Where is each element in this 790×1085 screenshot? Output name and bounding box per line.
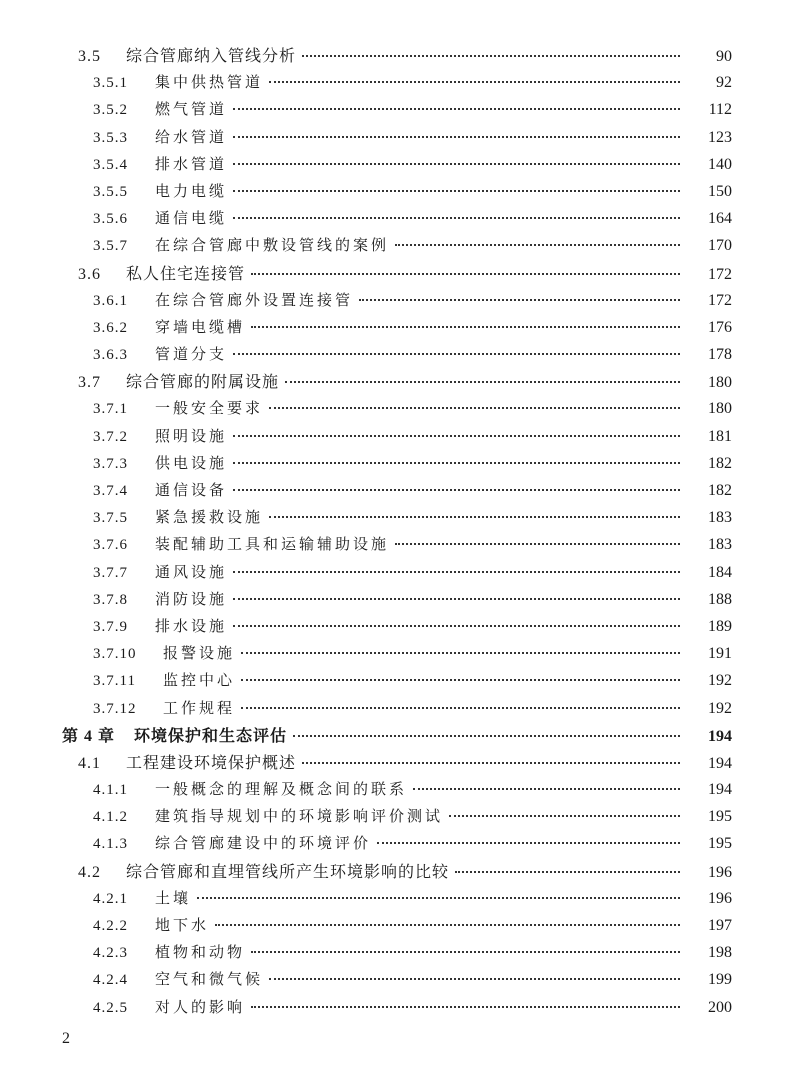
toc-entry-number: 3.7.1 [93,401,128,418]
toc-entry-number: 3.5.1 [93,75,128,92]
toc-entry-number: 3.5.6 [93,211,128,228]
toc-entry-number: 3.7.12 [93,700,137,717]
toc-entry-number: 3.7.5 [93,510,128,527]
toc-entry-title: 管道分支 [155,345,228,364]
toc-entry[interactable] [0,695,790,722]
toc-entry-title: 综合管廊和直埋管线所产生环境影响的比较 [126,861,450,881]
dot-leader [233,162,680,165]
toc-entry-page: 195 [708,808,732,826]
toc-entry-title: 土壤 [155,888,192,907]
toc-entry[interactable] [0,151,790,178]
toc-entry[interactable] [0,260,790,287]
toc-entry-title: 照明设施 [155,426,228,445]
dot-leader [241,706,680,709]
toc-entry-number: 3.7.6 [93,537,128,554]
toc-entry[interactable] [0,205,790,232]
dot-leader [269,515,680,518]
dot-leader [233,488,680,491]
toc-entry-title: 给水管道 [155,127,228,146]
toc-entry[interactable] [0,368,790,395]
toc-entry-number: 3.7.3 [93,455,128,472]
toc-entry[interactable] [0,667,790,694]
toc-entry[interactable] [0,42,790,69]
toc-entry-page: 172 [708,291,732,309]
toc-entry-title: 植物和动物 [155,943,246,962]
dot-leader [302,54,680,57]
toc-entry[interactable] [0,613,790,640]
toc-entry-title: 排水设施 [155,616,228,635]
toc-entry-number: 3.7 [78,374,101,392]
toc-entry-number: 3.7.7 [93,564,128,581]
toc-entry[interactable] [0,341,790,368]
toc-entry-title: 私人住宅连接管 [126,263,246,283]
toc-entry-page: 189 [708,617,732,635]
toc-entry-page: 184 [708,563,732,581]
toc-entry-number: 3.7.4 [93,483,128,499]
toc-entry-title: 报警设施 [163,644,236,663]
toc-entry-page: 178 [708,346,732,364]
dot-leader [233,107,680,110]
toc-entry-page: 191 [708,645,732,663]
toc-entry[interactable] [0,586,790,613]
toc-entry-page: 112 [708,101,732,119]
dot-leader [233,216,680,219]
toc-entry-title: 电力电缆 [155,181,228,200]
toc-entry[interactable] [0,966,790,993]
toc-entry[interactable] [0,69,790,96]
toc-entry-number: 4.1.1 [93,782,128,799]
toc-entry[interactable] [0,178,790,205]
toc-entry-title: 供电设施 [155,453,228,472]
toc-entry-page: 181 [708,427,732,445]
dot-leader [251,272,680,275]
dot-leader [233,434,680,437]
toc-entry-page: 196 [708,863,732,881]
toc-entry-number: 4.1 [78,754,101,772]
dot-leader [269,977,680,980]
toc-entry-number: 第 4 章 [62,727,116,745]
toc-entry-number: 3.6 [78,265,101,283]
toc-entry-title: 地下水 [155,916,210,934]
toc-entry[interactable] [0,395,790,422]
dot-leader [449,814,680,817]
table-of-contents [0,42,790,1021]
toc-entry-title: 环境保护和生态评估 [134,725,288,745]
toc-entry-page: 176 [708,318,732,336]
toc-entry-page: 198 [708,944,732,962]
toc-entry-number: 3.5.5 [93,183,128,200]
toc-chapter-entry[interactable] [0,722,790,749]
toc-entry-title: 消防设施 [155,589,228,608]
dot-leader [241,651,680,654]
toc-entry-title: 工作规程 [163,698,236,717]
dot-leader [302,761,680,764]
toc-entry-page: 195 [708,835,732,853]
dot-leader [269,80,680,83]
toc-entry-title: 排水管道 [155,154,228,173]
toc-entry-number: 3.6.2 [93,319,128,336]
toc-entry-title: 空气和微气候 [155,970,264,989]
dot-leader [233,624,680,627]
toc-entry-page: 180 [708,400,732,418]
toc-entry-number: 3.6.3 [93,347,128,364]
toc-entry[interactable] [0,559,790,586]
toc-entry-title: 一般安全要求 [155,399,264,418]
toc-entry-page: 183 [708,536,732,554]
toc-entry-page: 123 [708,128,732,146]
page-number: 2 [62,1030,70,1047]
dot-leader [359,298,680,301]
dot-leader [233,135,680,138]
toc-entry-number: 4.1.2 [93,809,128,826]
toc-entry-title: 在综合管廊中敷设管线的案例 [155,236,390,255]
toc-entry[interactable] [0,749,790,776]
toc-entry[interactable] [0,124,790,151]
dot-leader [455,870,680,873]
toc-entry-page: 194 [708,727,732,745]
toc-entry-number: 4.2.4 [93,972,128,989]
toc-entry-title: 建筑指导规划中的环境影响评价测试 [155,807,444,826]
toc-entry-title: 综合管廊建设中的环境评价 [155,834,372,853]
toc-entry-page: 183 [708,509,732,527]
toc-entry-page: 194 [708,781,732,799]
toc-entry-title: 监控中心 [163,671,236,690]
toc-entry-page: 188 [708,590,732,608]
dot-leader [233,570,680,573]
toc-entry-title: 通风设施 [155,562,228,581]
toc-entry-number: 4.2.2 [93,918,128,934]
dot-leader [285,380,680,383]
toc-entry[interactable] [0,96,790,123]
dot-leader [233,597,680,600]
toc-entry[interactable] [0,939,790,966]
toc-entry-page: 164 [708,210,732,228]
toc-entry-page: 196 [708,889,732,907]
toc-entry-page: 182 [708,454,732,472]
toc-entry[interactable] [0,830,790,857]
toc-entry-title: 在综合管廊外设置连接管 [155,290,354,309]
toc-entry-page: 199 [708,971,732,989]
dot-leader [413,787,680,790]
toc-entry-page: 150 [708,182,732,200]
dot-leader [251,1005,680,1008]
toc-entry-page: 192 [708,699,732,717]
toc-entry-number: 3.5.2 [93,102,128,119]
toc-entry-title: 通信设备 [155,481,228,499]
toc-entry[interactable] [0,994,790,1021]
toc-entry-title: 集中供热管道 [155,73,264,92]
toc-entry-number: 3.6.1 [93,292,128,309]
toc-entry[interactable] [0,776,790,803]
toc-entry-number: 4.2.5 [93,999,128,1016]
dot-leader [395,243,680,246]
toc-entry-title: 综合管廊的附属设施 [126,372,280,392]
toc-entry-number: 4.2.1 [93,890,128,907]
toc-entry[interactable] [0,912,790,939]
toc-entry[interactable] [0,803,790,830]
dot-leader [251,325,680,328]
dot-leader [293,734,680,737]
toc-entry-page: 92 [716,74,732,92]
toc-entry-number: 3.7.2 [93,428,128,445]
toc-entry[interactable] [0,423,790,450]
dot-leader [233,352,680,355]
dot-leader [377,841,680,844]
toc-entry-number: 3.7.10 [93,646,137,663]
dot-leader [269,406,680,409]
toc-entry-page: 90 [716,48,732,65]
toc-entry-title: 工程建设环境保护概述 [126,752,297,772]
dot-leader [197,896,680,899]
toc-entry[interactable] [0,450,790,477]
toc-entry-number: 3.7.8 [93,591,128,608]
toc-entry-page: 170 [708,237,732,255]
dot-leader [241,678,680,681]
toc-entry-page: 200 [708,998,732,1016]
toc-entry-number: 3.7.11 [93,673,136,690]
toc-entry-number: 3.5.7 [93,238,128,255]
toc-entry-title: 燃气管道 [155,100,228,119]
toc-entry-number: 3.5.4 [93,156,128,173]
toc-entry-page: 172 [708,265,732,283]
toc-entry-page: 180 [708,374,732,392]
toc-entry[interactable] [0,640,790,667]
toc-entry-title: 对人的影响 [155,997,246,1016]
toc-entry-page: 192 [708,672,732,690]
toc-entry-page: 194 [708,754,732,772]
dot-leader [215,923,680,926]
toc-entry-number: 3.5.3 [93,129,128,146]
toc-entry[interactable] [0,531,790,558]
toc-entry[interactable] [0,477,790,504]
dot-leader [251,950,680,953]
toc-entry[interactable] [0,232,790,259]
toc-entry-title: 紧急援救设施 [155,508,264,527]
toc-entry[interactable] [0,858,790,885]
toc-entry-number: 3.5 [78,48,101,65]
toc-entry-number: 4.2 [78,863,101,881]
toc-entry-page: 140 [708,155,732,173]
toc-entry[interactable] [0,287,790,314]
toc-entry[interactable] [0,504,790,531]
toc-entry-number: 4.2.3 [93,945,128,962]
toc-entry-title: 一般概念的理解及概念间的联系 [155,780,408,799]
toc-entry-number: 3.7.9 [93,618,128,635]
dot-leader [233,461,680,464]
toc-entry[interactable] [0,314,790,341]
toc-entry-title: 穿墙电缆槽 [155,317,246,336]
toc-entry-title: 装配辅助工具和运输辅助设施 [155,535,390,554]
toc-entry-number: 4.1.3 [93,836,128,853]
toc-entry[interactable] [0,885,790,912]
toc-entry-page: 182 [708,482,732,499]
dot-leader [233,189,680,192]
toc-entry-title: 通信电缆 [155,209,228,228]
toc-entry-title: 综合管廊纳入管线分析 [126,46,297,65]
toc-entry-page: 197 [708,917,732,934]
dot-leader [395,542,680,545]
